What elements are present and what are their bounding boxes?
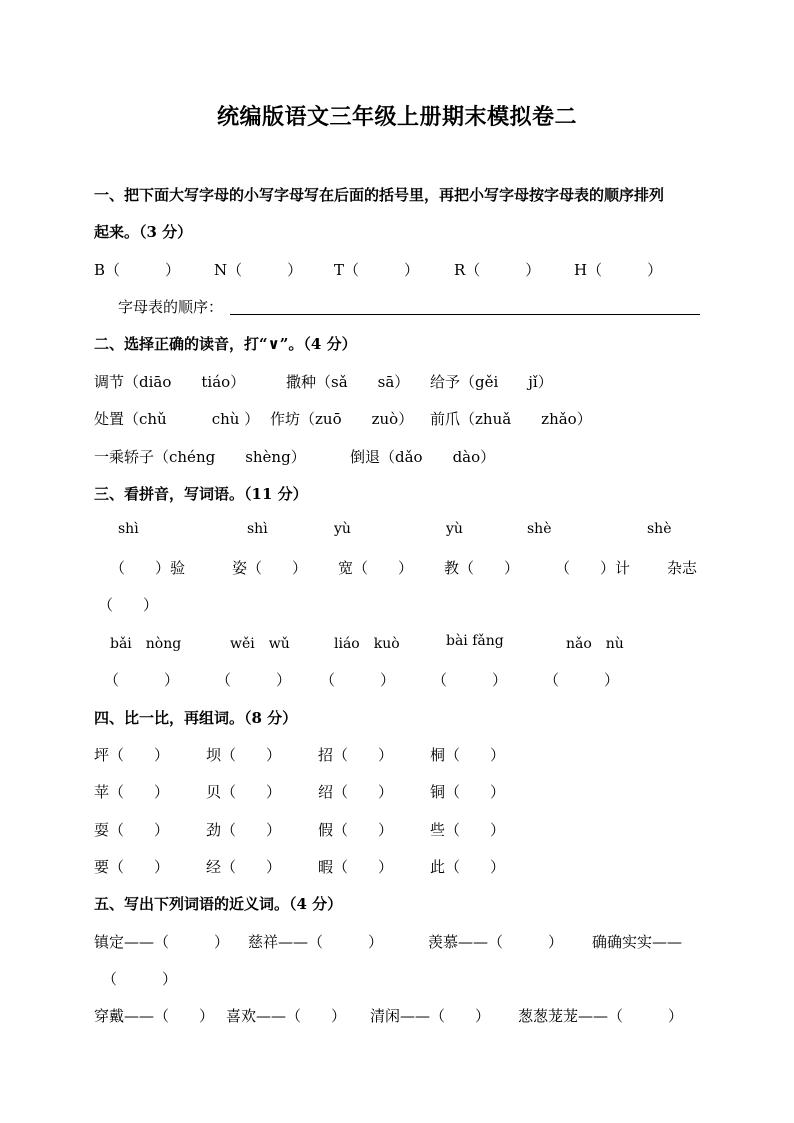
- q4-cell[interactable]: 桐（ ）: [430, 746, 506, 764]
- q4-cell[interactable]: 坪（ ）: [94, 746, 170, 764]
- q3-blank2-1[interactable]: （ ）: [104, 671, 180, 689]
- q2-item-tiaojie: 调节（diāo tiáo）: [94, 373, 246, 391]
- q1-letter-h: H（ ）: [574, 261, 663, 279]
- q5-item-xihuan[interactable]: 喜欢——（ ）: [226, 1007, 347, 1025]
- q3-pinyin2-4: bài fǎng: [446, 633, 504, 649]
- q4-cell[interactable]: 劲（ ）: [206, 821, 282, 839]
- q2-item-sazhong: 撒种（sǎ sā）: [286, 373, 410, 391]
- q4-heading: 四、比一比，再组词。（8 分）: [94, 709, 298, 727]
- q3-heading: 三、看拼音，写词语。（11 分）: [94, 485, 308, 503]
- q3-word-5[interactable]: （ ）计: [555, 559, 631, 577]
- q2-item-jiyu: 给予（gěi jǐ）: [430, 373, 553, 391]
- q1-letter-t: T（ ）: [334, 261, 420, 279]
- q4-cell[interactable]: 此（ ）: [430, 858, 506, 876]
- q3-pinyin-1: shì: [118, 521, 139, 537]
- q4-cell[interactable]: 些（ ）: [430, 821, 506, 839]
- q3-pinyin-4: yù: [446, 521, 463, 537]
- page-title: 统编版语文三年级上册期末模拟卷二: [216, 104, 577, 130]
- q4-cell[interactable]: 招（ ）: [318, 746, 394, 764]
- q5-item-zhending[interactable]: 镇定——（ ）: [94, 933, 230, 951]
- q1-answer-line[interactable]: [230, 314, 700, 315]
- q2-item-chuzhi: 处置（chǔ chù ）: [94, 410, 260, 428]
- q4-cell[interactable]: 假（ ）: [318, 821, 394, 839]
- q3-word-1[interactable]: （ ）验: [110, 559, 186, 577]
- q2-item-qianzhua: 前爪（zhuǎ zhǎo）: [430, 410, 592, 428]
- q4-cell[interactable]: 绍（ ）: [318, 783, 394, 801]
- q1-letter-n: N（ ）: [214, 261, 303, 279]
- q2-item-jiaozi: 一乘轿子（chéng shèng）: [94, 448, 306, 466]
- q4-cell[interactable]: 坝（ ）: [206, 746, 282, 764]
- q5-item-queque-blank[interactable]: （ ）: [102, 970, 178, 988]
- q1-heading: 一、把下面大写字母的小写字母写在后面的括号里，再把小写字母按字母表的顺序排列: [94, 186, 665, 204]
- q3-blank2-4[interactable]: （ ）: [432, 671, 508, 689]
- q3-word-6-blank[interactable]: （ ）: [98, 596, 159, 614]
- q5-item-cixiang[interactable]: 慈祥——（ ）: [248, 933, 384, 951]
- q1-letter-b: B（ ）: [94, 261, 181, 279]
- q2-heading: 二、选择正确的读音，打“∨”。（4 分）: [94, 335, 357, 353]
- q5-item-queque: 确确实实——: [592, 933, 683, 951]
- q3-pinyin2-2: wěi wǔ: [230, 636, 290, 652]
- q3-blank2-2[interactable]: （ ）: [216, 671, 292, 689]
- q4-cell[interactable]: 耍（ ）: [94, 821, 170, 839]
- q3-blank2-3[interactable]: （ ）: [320, 671, 396, 689]
- q4-cell[interactable]: 苹（ ）: [94, 783, 170, 801]
- q3-pinyin-5: shè: [527, 521, 552, 537]
- q3-blank2-5[interactable]: （ ）: [544, 671, 620, 689]
- q5-item-congcong[interactable]: 葱葱茏茏——（ ）: [518, 1007, 684, 1025]
- q5-item-chuandai[interactable]: 穿戴——（ ）: [94, 1007, 215, 1025]
- q3-pinyin2-1: bǎi nòng: [110, 636, 182, 652]
- q3-pinyin-2: shì: [247, 521, 268, 537]
- q3-pinyin2-3: liáo kuò: [334, 636, 400, 652]
- q5-heading: 五、写出下列词语的近义词。（4 分）: [94, 895, 343, 913]
- q4-cell[interactable]: 贝（ ）: [206, 783, 282, 801]
- q5-item-xianmu[interactable]: 羡慕——（ ）: [428, 933, 564, 951]
- q1-letter-r: R（ ）: [454, 261, 541, 279]
- q5-item-qingxian[interactable]: 清闲——（ ）: [370, 1007, 491, 1025]
- q4-cell[interactable]: 铜（ ）: [430, 783, 506, 801]
- q3-word-6: 杂志: [667, 559, 698, 577]
- q3-pinyin-3: yù: [334, 521, 351, 537]
- q3-pinyin-6: shè: [647, 521, 672, 537]
- q4-cell[interactable]: 暇（ ）: [318, 858, 394, 876]
- q2-item-daotui: 倒退（dǎo dào）: [350, 448, 496, 466]
- q3-word-2[interactable]: 姿（ ）: [232, 559, 308, 577]
- q3-word-3[interactable]: 宽（ ）: [338, 559, 414, 577]
- q4-cell[interactable]: 要（ ）: [94, 858, 170, 876]
- q4-cell[interactable]: 经（ ）: [206, 858, 282, 876]
- q2-item-zuofang: 作坊（zuō zuò）: [270, 410, 414, 428]
- q3-pinyin2-5: nǎo nù: [566, 636, 624, 652]
- q1-order-label: 字母表的顺序：: [118, 298, 224, 316]
- q3-word-4[interactable]: 教（ ）: [444, 559, 520, 577]
- q1-heading-cont: 起来。（3 分）: [94, 223, 193, 241]
